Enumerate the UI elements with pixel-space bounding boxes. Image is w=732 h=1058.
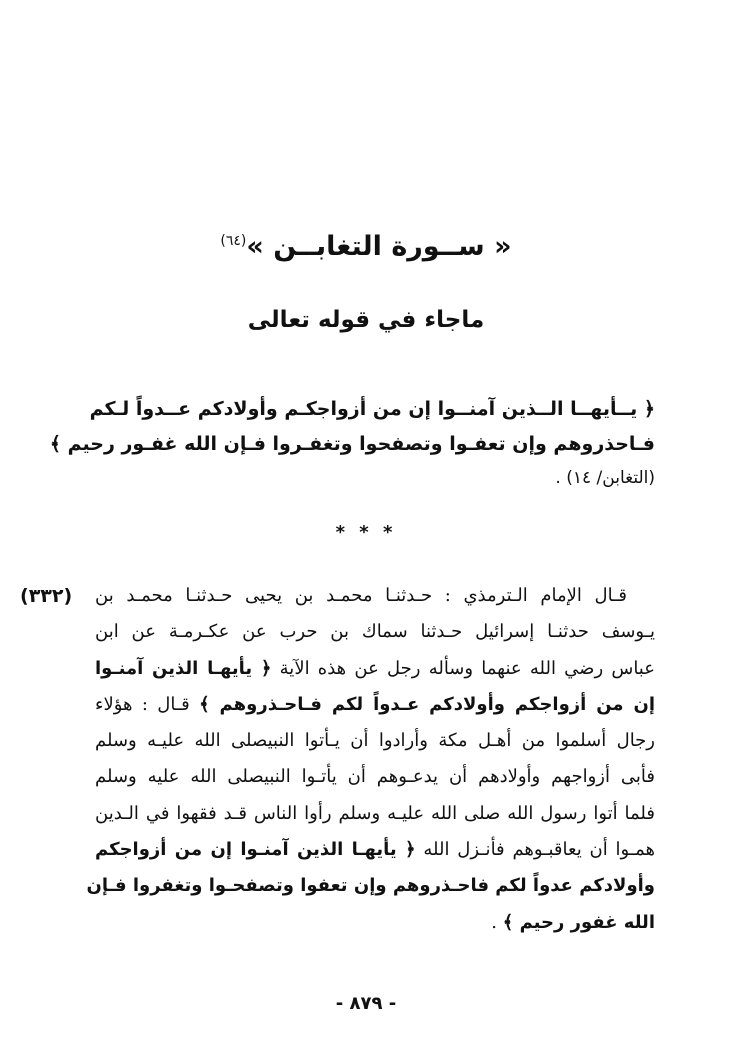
hadith-verse-quote: ﴿ يأيهـا الذين آمنـوا — [95, 657, 272, 679]
hadith-line: قـال الإمام الـترمذي : حـدثنـا محمـد بن يحيى حـدثنـا محمـد بن — [95, 585, 627, 606]
page-number: - ٨٧٩ - — [335, 993, 397, 1014]
hadith-line: فلما أتوا رسول الله صلى الله عليـه وسلم رأوا الناس قـد فقهوا في الـدين — [95, 802, 655, 824]
hadith-line: رجال أسلموا من أهـل مكة وأرادوا أن يـأتوا النبيصلى الله عليـه وسلم — [95, 730, 655, 752]
surah-heading — [0, 222, 732, 266]
verse-reference: (التغابن/ ١٤) . — [555, 468, 655, 488]
hadith-text-plain: همـوا أن يعاقبـوهم فأنـزل الله — [423, 839, 655, 861]
verse-line: ﴿ يــأيهــا الــذين آمنــوا إن من أزواجكـم وأولادكم عــدواً لـكم — [89, 398, 655, 420]
hadith-line: وأولادكم عدواً لكم فاحـذروهم وإن تعفوا وتصفحـوا وتغفروا فـإن — [86, 875, 655, 897]
hadith-line — [95, 905, 655, 941]
surah-number: (٦٤) — [220, 233, 247, 249]
hadith-verse-quote: إن من أزواجكم وأولادكم عـدواً لكم فـاحـذروهم ﴾ — [199, 693, 655, 715]
hadith-line: يـوسف حدثنـا إسرائيل حـدثنا سماك بن حرب عن عكـرمـة عن ابن — [95, 621, 655, 643]
hadith-text-plain: . — [491, 911, 498, 933]
hadith-verse-quote: ﴿ يأيهـا الذين آمنـوا إن من أزواجكم — [95, 839, 416, 861]
verse-line: فـاحذروهم وإن تعفـوا وتصفحوا وتغفـروا فـإن الله غفـور رحيم ﴾ — [49, 433, 655, 455]
hadith-text-plain: قـال : هؤلاء — [95, 693, 190, 715]
hadith-line — [95, 651, 655, 687]
surah-title-text: « ســورة التغابــن » — [246, 231, 512, 262]
section-title: ماجاء في قوله تعالى — [247, 307, 485, 333]
quran-verse-block — [49, 392, 655, 494]
hadith-number: (٣٣٢) — [20, 585, 73, 607]
section-separator: * * * — [335, 522, 397, 543]
hadith-line — [95, 832, 655, 868]
hadith-text-plain: عباس رضي الله عنهما وسأله رجل عن هذه الآية — [279, 657, 655, 679]
hadith-line: فأبى أزواجهم وأولادهم أن يدعـوهم أن يأتـوا النبيصلى الله عليه وسلم — [95, 766, 655, 788]
hadith-text — [86, 578, 655, 941]
hadith-verse-quote: الله غفور رحيم ﴾ — [502, 911, 655, 933]
hadith-line — [95, 687, 655, 723]
